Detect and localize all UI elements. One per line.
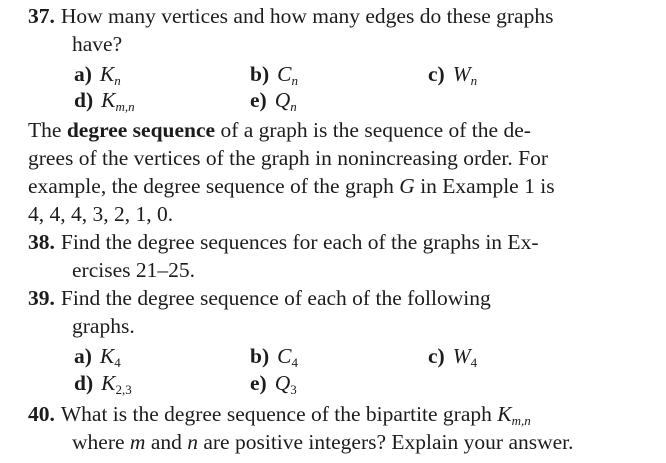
exercise-39-options-row-1 <box>74 342 554 370</box>
paragraph-line-2: grees of the vertices of the graph in nonincreasing order. For <box>28 146 549 170</box>
exercise-40: 40. What is the degree sequence of the bipartite graph $K_{m,n}$ where m and n are positive integers? Explain your answer. <box>28 400 600 456</box>
exercise-text-continued: where m and n are positive integers? Explain your answer. <box>72 430 574 454</box>
paragraph-line-4: 4, 4, 4, 3, 2, 1, 0. <box>28 202 174 226</box>
option-a: a) $K_4$ <box>74 344 121 370</box>
exercise-number: 37. <box>28 4 55 28</box>
option-c: c) $W_4$ <box>428 344 478 370</box>
exercise-37-options-row-1 <box>74 60 554 88</box>
option-c: c) $W_n$ <box>428 62 478 88</box>
option-a: a) $K_n$ <box>74 62 121 88</box>
exercise-text: Find the degree sequence of each of the following <box>60 286 491 310</box>
cropped-next-line <box>28 453 588 463</box>
option-e: e) $Q_n$ <box>250 88 297 114</box>
exercise-37 <box>28 2 600 58</box>
exercise-text: What is the degree sequence of the bipartite graph <box>60 402 498 426</box>
option-b: b) $C_n$ <box>250 62 298 88</box>
exercise-37-options-row-2 <box>74 86 554 114</box>
option-d: d) $K_{2,3}$ <box>74 371 132 397</box>
option-b: b) $C_4$ <box>250 344 298 370</box>
exercise-number: 40. <box>28 402 55 426</box>
paragraph-line-3: example, the degree sequence of the graph G in Example 1 is <box>28 174 555 198</box>
option-e: e) $Q_3$ <box>250 371 297 397</box>
paragraph-line-1: The degree sequence of a graph is the sequence of the de- <box>28 118 531 142</box>
exercise-text-continued: ercises 21–25. <box>72 258 195 282</box>
exercise-text-continued: have? <box>72 32 123 56</box>
term-degree-sequence: degree sequence <box>66 118 216 142</box>
exercise-39-options-row-2 <box>74 369 554 397</box>
exercise-text-continued: graphs. <box>72 314 135 338</box>
exercise-number: 38. <box>28 230 55 254</box>
exercise-text: Find the degree sequences for each of the graphs in Ex- <box>60 230 539 254</box>
graph-symbol: K <box>497 402 512 426</box>
option-d: d) $K_{m,n}$ <box>74 88 135 114</box>
exercise-38 <box>28 228 600 284</box>
exercise-number: 39. <box>28 286 55 310</box>
exercise-text: How many vertices and how many edges do these graphs <box>60 4 554 28</box>
exercise-39 <box>28 284 600 340</box>
degree-sequence-paragraph <box>28 116 588 228</box>
